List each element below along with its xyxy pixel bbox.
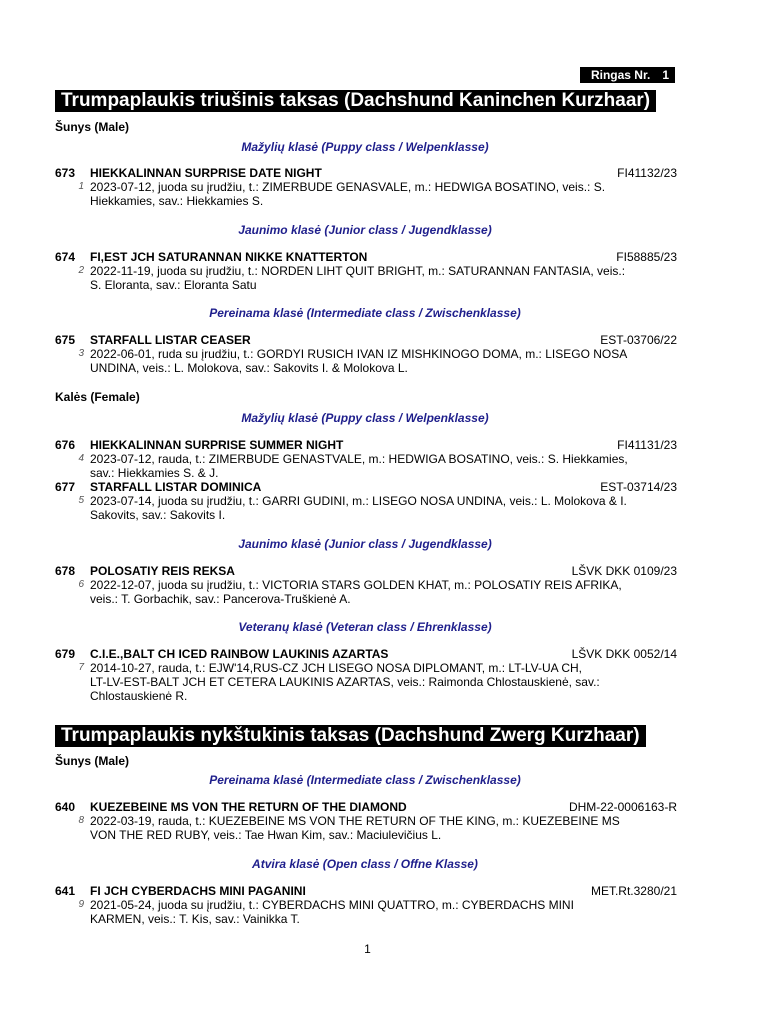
registration-number: DHM-22-0006163-R — [568, 800, 677, 814]
entry-details — [55, 347, 677, 375]
class-heading-intermediate: Pereinama klasė (Intermediate class / Zwischenklasse) — [209, 773, 521, 787]
entry-details — [55, 661, 677, 703]
entry-number: 641 — [55, 884, 76, 898]
page-number: 1 — [364, 942, 371, 956]
entry-detail-line: 2021-05-24, juoda su įrudžiu, t.: CYBERDACHS MINI QUATTRO, m.: CYBERDACHS MINI — [90, 898, 574, 912]
entry — [55, 166, 677, 208]
sex-heading-male: Šunys (Male) — [55, 754, 130, 768]
entry — [55, 438, 677, 480]
entry-detail-line: KARMEN, veis.: T. Kis, sav.: Vainikka T. — [90, 912, 300, 926]
entry-detail-line: 2023-07-12, rauda, t.: ZIMERBUDE GENASTVALE, m.: HEDWIGA BOSATINO, veis.: S. Hiekkamies, — [90, 452, 628, 466]
entry — [55, 564, 677, 606]
entry-detail-line: Sakovits, sav.: Sakovits I. — [90, 508, 226, 522]
dog-name: FI,EST JCH SATURANNAN NIKKE KNATTERTON — [90, 250, 368, 264]
entry — [55, 800, 677, 842]
dog-name: C.I.E.,BALT CH ICED RAINBOW LAUKINIS AZARTAS — [90, 647, 389, 661]
entry — [55, 647, 677, 703]
entry-detail-line: 2022-11-19, juoda su įrudžiu, t.: NORDEN LIHT QUIT BRIGHT, m.: SATURANNAN FANTASIA, veis.: — [90, 264, 626, 278]
class-heading-intermediate: Pereinama klasė (Intermediate class / Zwischenklasse) — [209, 306, 521, 320]
dog-name: HIEKKALINNAN SURPRISE DATE NIGHT — [90, 166, 322, 180]
class-heading-puppy: Mažylių klasė (Puppy class / Welpenklasse) — [241, 411, 489, 425]
catalog-number: 9 — [78, 899, 84, 910]
entry-number: 676 — [55, 438, 76, 452]
entry-detail-line: 2022-06-01, ruda su įrudžiu, t.: GORDYI RUSICH IVAN IZ MISHKINOGO DOMA, m.: LISEGO NOSA — [90, 347, 628, 361]
entry-number: 674 — [55, 250, 76, 264]
entry-detail-line: S. Eloranta, sav.: Eloranta Satu — [90, 278, 257, 292]
catalog-number: 5 — [78, 495, 84, 506]
entry-detail-line: 2022-12-07, juoda su įrudžiu, t.: VICTORIA STARS GOLDEN KHAT, m.: POLOSATIY REIS AFRIKA, — [90, 578, 622, 592]
catalog-number: 7 — [78, 662, 84, 673]
entry-number: 673 — [55, 166, 76, 180]
dog-name: KUEZEBEINE MS VON THE RETURN OF THE DIAMOND — [90, 800, 407, 814]
registration-number: FI41131/23 — [617, 438, 677, 452]
entry-detail-line: veis.: T. Gorbachik, sav.: Pancerova-Truškienė A. — [90, 592, 351, 606]
entry-detail-line: 2022-03-19, rauda, t.: KUEZEBEINE MS VON THE RETURN OF THE KING, m.: KUEZEBEINE MS — [90, 814, 620, 828]
entry-header — [55, 480, 677, 494]
entry-number: 678 — [55, 564, 76, 578]
entry-details — [55, 180, 677, 208]
entry-detail-line: UNDINA, veis.: L. Molokova, sav.: Sakovits I. & Molokova L. — [90, 361, 408, 375]
entry-number: 640 — [55, 800, 76, 814]
registration-number: EST-03706/22 — [600, 333, 677, 347]
class-heading-junior: Jaunimo klasė (Junior class / Jugendklasse) — [238, 537, 492, 551]
catalog-number: 6 — [78, 579, 84, 590]
entry-header — [55, 800, 677, 814]
entry-header — [55, 250, 677, 264]
registration-number: EST-03714/23 — [600, 480, 677, 494]
entry-detail-line: LT-LV-EST-BALT JCH ET CETERA LAUKINIS AZARTAS, veis.: Raimonda Chlostauskienė, sav.: — [90, 675, 600, 689]
entry-header — [55, 333, 677, 347]
entry-details — [55, 578, 677, 606]
registration-number: MET.Rt.3280/21 — [590, 884, 677, 898]
entry-header — [55, 647, 677, 661]
entry-number: 675 — [55, 333, 76, 347]
dog-name: STARFALL LISTAR CEASER — [90, 333, 251, 347]
entry — [55, 884, 677, 926]
ring-label: Ringas Nr. — [590, 68, 651, 82]
entry-number: 677 — [55, 480, 76, 494]
dog-name: FI JCH CYBERDACHS MINI PAGANINI — [90, 884, 306, 898]
registration-number: FI58885/23 — [616, 250, 677, 264]
entry-detail-line: Hiekkamies, sav.: Hiekkamies S. — [90, 194, 264, 208]
entry — [55, 333, 677, 375]
sex-heading-male: Šunys (Male) — [55, 120, 130, 134]
entry-detail-line: VON THE RED RUBY, veis.: Tae Hwan Kim, sav.: Maciulevičius L. — [90, 828, 442, 842]
entry — [55, 480, 677, 522]
ring-number-badge — [580, 67, 675, 83]
dog-name: HIEKKALINNAN SURPRISE SUMMER NIGHT — [90, 438, 344, 452]
entry-details — [55, 898, 677, 926]
entry-header — [55, 166, 677, 180]
entry-header — [55, 884, 677, 898]
registration-number: LŠVK DKK 0052/14 — [571, 647, 677, 661]
entry-detail-line: 2023-07-12, juoda su įrudžiu, t.: ZIMERBUDE GENASVALE, m.: HEDWIGA BOSATINO, veis.: S. — [90, 180, 606, 194]
entry-details — [55, 452, 677, 480]
class-heading-junior: Jaunimo klasė (Junior class / Jugendklasse) — [238, 223, 492, 237]
catalog-number: 4 — [78, 453, 84, 464]
entry-header — [55, 438, 677, 452]
dog-name: POLOSATIY REIS REKSA — [90, 564, 235, 578]
catalog-number: 2 — [78, 265, 84, 276]
entry-detail-line: 2023-07-14, juoda su įrudžiu, t.: GARRI GUDINI, m.: LISEGO NOSA UNDINA, veis.: L. Molokova & I. — [90, 494, 627, 508]
entry-header — [55, 564, 677, 578]
catalog-number: 8 — [78, 815, 84, 826]
registration-number: FI41132/23 — [617, 166, 677, 180]
entry-details — [55, 264, 677, 292]
entry-details — [55, 494, 677, 522]
catalog-number: 3 — [78, 348, 84, 359]
breed-title: Trumpaplaukis triušinis taksas (Dachshund Kaninchen Kurzhaar) — [55, 90, 656, 112]
entry-detail-line: Chlostauskienė R. — [90, 689, 188, 703]
ring-number: 1 — [662, 68, 669, 82]
sex-heading-female: Kalės (Female) — [55, 390, 140, 404]
entry-detail-line: sav.: Hiekkamies S. & J. — [90, 466, 219, 480]
catalog-number: 1 — [78, 181, 84, 192]
dog-name: STARFALL LISTAR DOMINICA — [90, 480, 262, 494]
entry — [55, 250, 677, 292]
breed-title: Trumpaplaukis nykštukinis taksas (Dachshund Zwerg Kurzhaar) — [55, 725, 646, 747]
registration-number: LŠVK DKK 0109/23 — [571, 564, 677, 578]
class-heading-veteran: Veteranų klasė (Veteran class / Ehrenklasse) — [238, 620, 492, 634]
entry-details — [55, 814, 677, 842]
entry-detail-line: 2014-10-27, rauda, t.: EJW'14,RUS-CZ JCH LISEGO NOSA DIPLOMANT, m.: LT-LV-UA CH, — [90, 661, 582, 675]
entry-number: 679 — [55, 647, 76, 661]
class-heading-puppy: Mažylių klasė (Puppy class / Welpenklasse) — [241, 140, 489, 154]
class-heading-open: Atvira klasė (Open class / Offne Klasse) — [252, 857, 478, 871]
